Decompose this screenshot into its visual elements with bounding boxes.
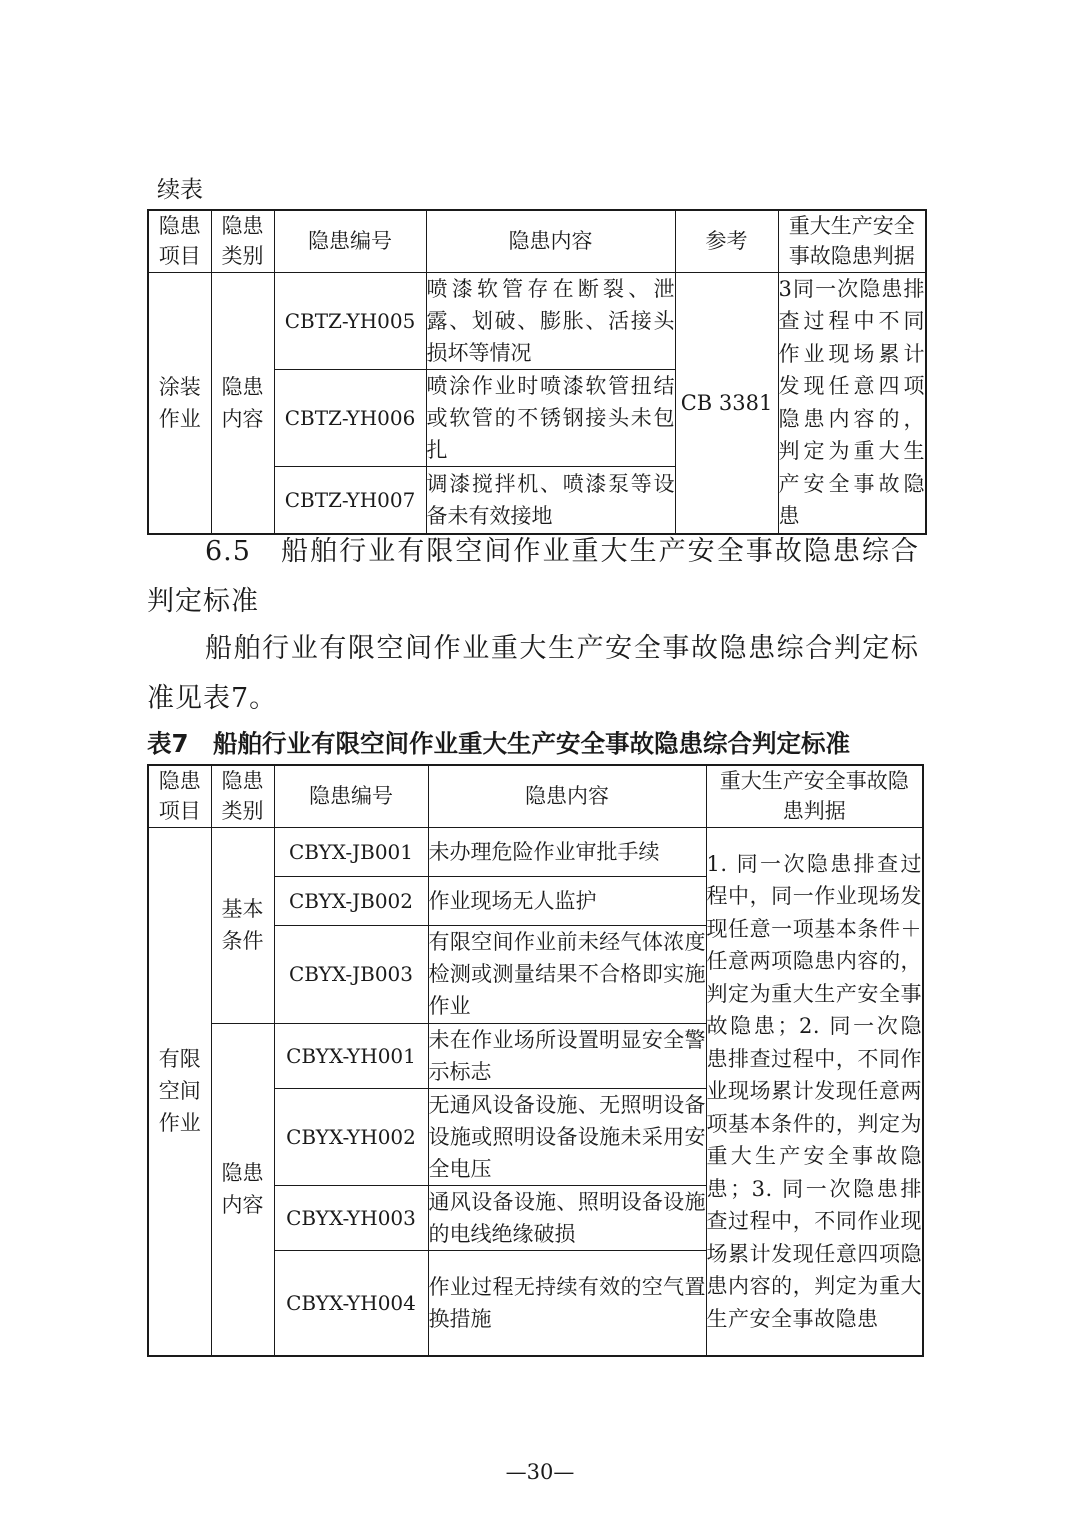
hazard-code: CBTZ-YH007 [274, 466, 426, 534]
header-code: 隐患编号 [274, 210, 426, 272]
hazard-content: 未在作业场所设置明显安全警示标志 [428, 1023, 706, 1088]
table-row [148, 272, 926, 369]
hazard-code: CBYX-JB002 [274, 876, 428, 925]
hazard-content: 通风设备设施、照明设备设施的电线绝缘破损 [428, 1185, 706, 1250]
table-header-row [148, 765, 923, 827]
hazard-item: 涂装作业 [158, 374, 201, 431]
header-reference: 参考 [675, 210, 778, 272]
hazard-code: CBTZ-YH006 [274, 369, 426, 466]
hazard-content: 未办理危险作业审批手续 [428, 827, 706, 876]
major-hazard-criterion: 1. 同一次隐患排查过程中，同一作业现场发现任意一项基本条件＋任意两项隐患内容的，判定为重大生产安全事故隐患；2. 同一次隐患排查过程中，不同作业现场累计发现任意两项基本条件的，判定为重大生产安全事故隐患；3. 同一次隐患排查过程中，不同作业现场累计发现任意四项隐患内容的，判定为重大生产安全事故隐患 [706, 827, 923, 1356]
reference-standard: CB 3381 [675, 272, 778, 534]
hazard-content: 作业过程无持续有效的空气置换措施 [428, 1250, 706, 1356]
section-heading: 6.5 船舶行业有限空间作业重大生产安全事故隐患综合判定标准 [147, 536, 919, 617]
header-item: 隐患项目 [158, 769, 201, 824]
continued-table-label: 续表 [157, 177, 203, 203]
hazard-content: 有限空间作业前未经气体浓度检测或测量结果不合格即实施作业 [428, 925, 706, 1023]
hazard-code: CBYX-JB003 [274, 925, 428, 1023]
hazard-code: CBYX-YH003 [274, 1185, 428, 1250]
header-code: 隐患编号 [274, 765, 428, 827]
hazard-code: CBYX-YH004 [274, 1250, 428, 1356]
page-number: —30— [505, 1460, 575, 1484]
hazard-content: 喷漆软管存在断裂、泄露、划破、膨胀、活接头损坏等情况 [426, 272, 675, 369]
header-content: 隐患内容 [426, 210, 675, 272]
table-7-caption: 表7 船舶行业有限空间作业重大生产安全事故隐患综合判定标准 [147, 729, 851, 758]
table-6-continued [147, 209, 927, 535]
header-category: 隐患类别 [221, 214, 264, 269]
body-paragraph: 船舶行业有限空间作业重大生产安全事故隐患综合判定标准见表7。 [147, 633, 919, 714]
hazard-content: 调漆搅拌机、喷漆泵等设备未有效接地 [426, 466, 675, 534]
major-hazard-criterion: 3同一次隐患排查过程中不同作业现场累计发现任意四项隐患内容的，判定为重大生产安全事故隐患 [778, 272, 926, 534]
table-row [148, 827, 923, 876]
header-item: 隐患项目 [158, 214, 201, 269]
hazard-code: CBYX-JB001 [274, 827, 428, 876]
hazard-category: 隐患内容 [221, 1161, 264, 1218]
hazard-content: 喷涂作业时喷漆软管扭结或软管的不锈钢接头未包扎 [426, 369, 675, 466]
hazard-content: 无通风设备设施、无照明设备设施或照明设备设施未采用安全电压 [428, 1088, 706, 1185]
hazard-code: CBYX-YH002 [274, 1088, 428, 1185]
hazard-item: 有限空间作业 [158, 1047, 201, 1136]
table-7 [147, 764, 924, 1357]
hazard-category: 基本条件 [221, 897, 264, 953]
header-content: 隐患内容 [428, 765, 706, 827]
hazard-category: 隐患内容 [221, 374, 264, 431]
table-header-row [148, 210, 926, 272]
hazard-code: CBYX-YH001 [274, 1023, 428, 1088]
hazard-code: CBTZ-YH005 [274, 272, 426, 369]
header-criterion: 重大生产安全事故隐患判据 [778, 210, 926, 272]
hazard-content: 作业现场无人监护 [428, 876, 706, 925]
header-criterion: 重大生产安全事故隐患判据 [706, 765, 923, 827]
header-category: 隐患类别 [221, 769, 264, 824]
